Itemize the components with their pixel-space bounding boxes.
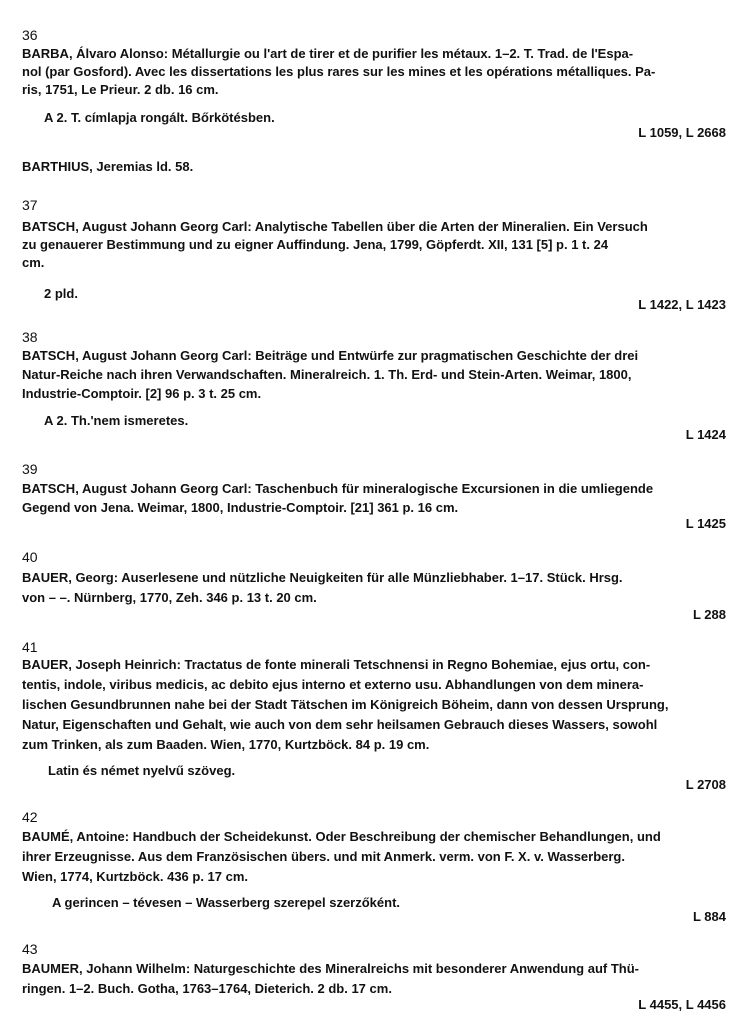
entry-text-line: BAUMER, Johann Wilhelm: Naturgeschichte des Mineralreichs mit besonderer Anwendung auf Thü- (22, 961, 639, 976)
entry-reference: L 288 (692, 607, 726, 622)
entry-text-line: BATSCH, August Johann Georg Carl: Taschenbuch für mineralogische Excursionen in die umliegende (22, 481, 654, 496)
entry-text-line: BATSCH, August Johann Georg Carl: Analytische Tabellen über die Arten der Mineralien. Ein Versuch (22, 219, 648, 234)
entry-text-line: BAUMÉ, Antoine: Handbuch der Scheidekunst. Oder Beschreibung der chemischer Behandlungen, und (22, 829, 661, 844)
entry-reference: L 4455, L 4456 (638, 997, 726, 1012)
entry-text-line: Industrie-Comptoir. [2] 96 p. 3 t. 25 cm. (22, 386, 262, 401)
entry-reference: L 1424 (685, 427, 726, 442)
entry-note: A 2. Th.'nem ismeretes. (44, 413, 189, 428)
entry-text-line: BAUER, Joseph Heinrich: Tractatus de fonte minerali Tetschnensi in Regno Bohemiae, ejus ortu, con- (22, 657, 651, 672)
entry-text-line: ihrer Erzeugnisse. Aus dem Französischen übers. und mit Anmerk. verm. von F. X. v. Wasserberg. (22, 849, 625, 864)
entry-text-line: BATSCH, August Johann Georg Carl: Beiträge und Entwürfe zur pragmatischen Geschichte der drei (22, 348, 639, 363)
entry-note: 2 pld. (44, 286, 78, 301)
entry-number: 40 (22, 549, 38, 565)
entry-text-line: von – –. Nürnberg, 1770, Zeh. 346 p. 13 t. 20 cm. (22, 590, 317, 605)
entry-reference: L 1425 (685, 516, 726, 531)
entry-text-line: ris, 1751, Le Prieur. 2 db. 16 cm. (22, 82, 219, 97)
entry-number: 36 (22, 27, 38, 43)
entry-reference: L 884 (692, 909, 726, 924)
entry-text-line: zum Trinken, als zum Baaden. Wien, 1770, Kurtzböck. 84 p. 19 cm. (22, 737, 430, 752)
entry-note: A gerincen – tévesen – Wasserberg szerepel szerzőként. (52, 895, 401, 910)
entry-number: 42 (22, 809, 38, 825)
cross-reference-text: BARTHIUS, Jeremias ld. 58. (22, 159, 194, 174)
entry-text-line: tentis, indole, viribus medicis, ac debito ejus interno et externo usu. Abhandlungen von dem minera- (22, 677, 644, 692)
entry-text-line: Natur, Eigenschaften und Gehalt, wie auch von dem sehr heilsamen Gebrauch dieses Wassers, sowohl (22, 717, 658, 732)
entry-text-line: Natur-Reiche nach ihren Verwandschaften. Mineralreich. 1. Th. Erd- und Stein-Arten. Weimar, 1800, (22, 367, 632, 382)
entry-text-line: lischen Gesundbrunnen nahe bei der Stadt Tätschen im Königreich Böheim, dann von dessen Ursprung, (22, 697, 669, 712)
entry-number: 39 (22, 461, 38, 477)
entry-text-line: BAUER, Georg: Auserlesene und nützliche Neuigkeiten für alle Münzliebhaber. 1–17. Stück. Hrsg. (22, 570, 623, 585)
entry-reference: L 1059, L 2668 (638, 125, 726, 140)
entry-note: A 2. T. címlapja rongált. Bőrkötésben. (44, 110, 275, 125)
entry-text-line: nol (par Gosford). Avec les dissertations les plus rares sur les mines et les opérations métalliques. Pa- (22, 64, 656, 79)
entry-text-line: zu genauerer Bestimmung und zu eigner Auffindung. Jena, 1799, Göpferdt. XII, 131 [5] p. 1 t. 24 (22, 237, 609, 252)
entry-text-line: cm. (22, 255, 45, 270)
entry-text-line: Gegend von Jena. Weimar, 1800, Industrie-Comptoir. [21] 361 p. 16 cm. (22, 500, 459, 515)
entry-reference: L 2708 (685, 777, 726, 792)
entry-number: 43 (22, 941, 38, 957)
entry-number: 37 (22, 197, 38, 213)
entry-number: 41 (22, 639, 38, 655)
entry-number: 38 (22, 329, 38, 345)
entry-text-line: ringen. 1–2. Buch. Gotha, 1763–1764, Dieterich. 2 db. 17 cm. (22, 981, 392, 996)
entry-reference: L 1422, L 1423 (638, 297, 726, 312)
entry-text-line: Wien, 1774, Kurtzböck. 436 p. 17 cm. (22, 869, 249, 884)
entry-text-line: BARBA, Álvaro Alonso: Métallurgie ou l'art de tirer et de purifier les métaux. 1–2. T. Trad. de l'Espa- (22, 46, 634, 61)
entry-note: Latin és német nyelvű szöveg. (48, 763, 236, 778)
